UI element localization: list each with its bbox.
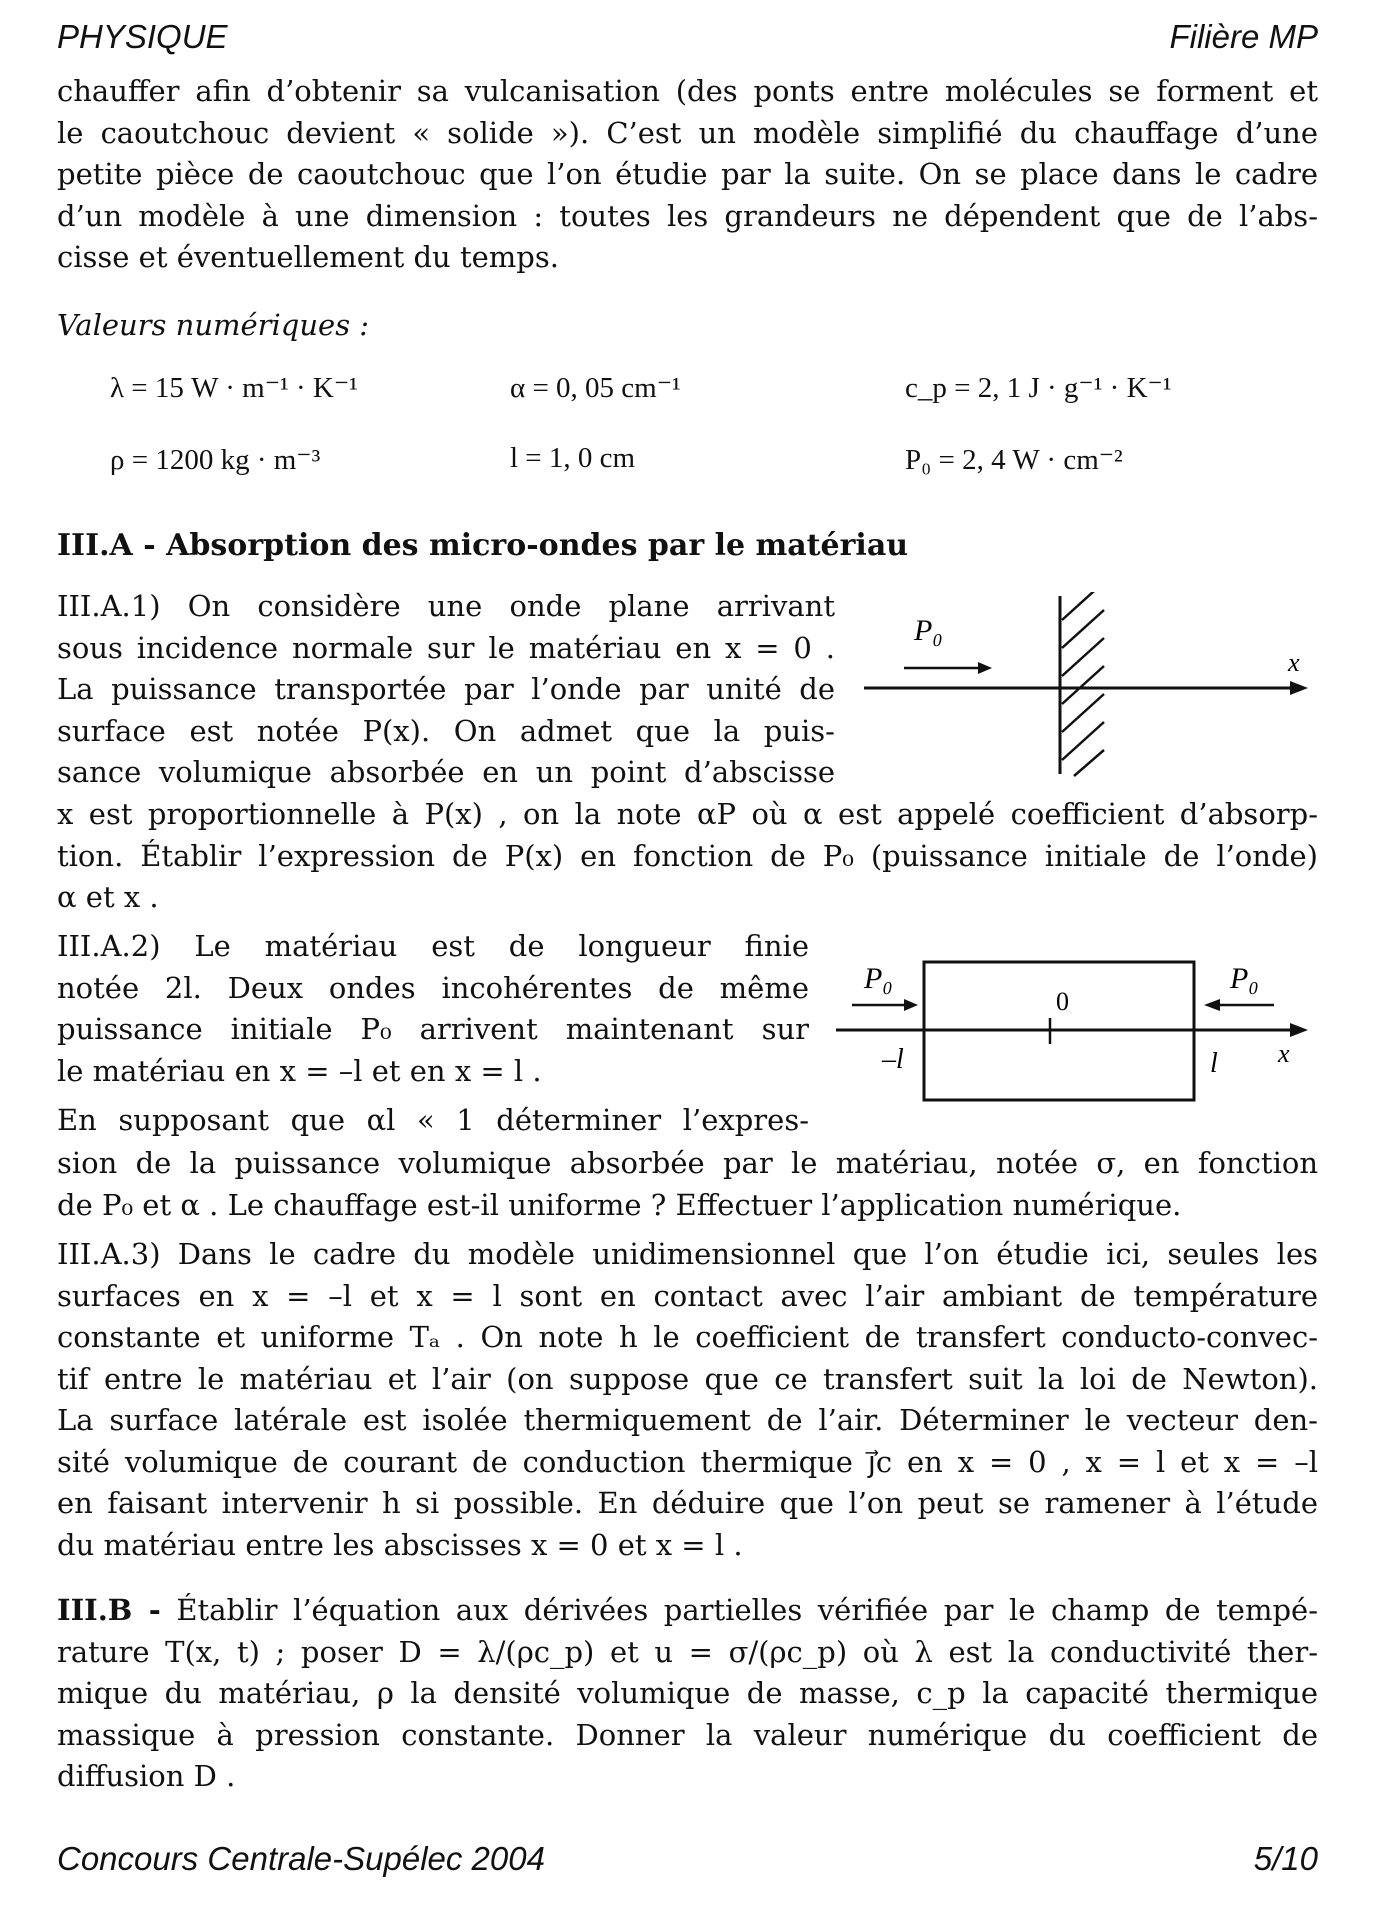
section-b-line: rature T(x, t) ; poser D = λ/(ρc_p) et u = σ/(ρc_p) où λ est la conductivité ther-: [57, 1634, 1318, 1669]
question-a3-line: La surface latérale est isolée thermiquement de l’air. Déterminer le vecteur den-: [57, 1403, 1318, 1437]
intro-line: cisse et éventuellement du temps.: [57, 240, 559, 274]
fig2-label-l: l: [1210, 1048, 1218, 1079]
question-a1-line: α et x .: [57, 880, 159, 914]
footer-contest: Concours Centrale-Supélec 2004: [57, 1840, 545, 1877]
fig2-label-P0-right: P₀: [1230, 962, 1259, 995]
question-a2-line: puissance initiale P₀ arrivent maintenant sur: [57, 1012, 809, 1046]
question-a1-line: x est proportionnelle à P(x) , on la note αP où α est appelé coefficient d’absorp-: [57, 797, 1318, 831]
question-a1-line: surface est notée P(x). On admet que la puis-: [57, 713, 835, 748]
header-track: Filière MP: [1169, 18, 1318, 55]
fig1-label-x: x: [1288, 648, 1300, 677]
question-a3-line: III.A.3) Dans le cadre du modèle unidimensionnel que l’on étudie ici, seules les: [57, 1237, 1318, 1271]
section-b-label: III.B -: [57, 1593, 161, 1627]
fig2-axis-arrowhead: [1290, 1023, 1308, 1037]
fig2-label-zero: 0: [1056, 987, 1069, 1016]
section-b: [57, 1590, 1318, 1798]
section-b-line: Établir l’équation aux dérivées partielles vérifiée par le champ de tempé-: [160, 1593, 1318, 1627]
value-P0: P₀ = 2, 4 W · cm⁻²: [905, 444, 1123, 476]
fig1-axis-arrowhead: [1290, 681, 1308, 695]
intro-line: d’un modèle à une dimension : toutes les grandeurs ne dépendent que de l’abs-: [57, 198, 1318, 233]
fig1-label-P0: P₀: [914, 614, 943, 647]
question-a1-line: tion. Établir l’expression de P(x) en fonction de P₀ (puissance initiale de l’onde): [57, 838, 1318, 873]
intro-line: petite pièce de caoutchouc que l’on étudie par la suite. On se place dans le cadre: [57, 157, 1318, 191]
section-b-line: mique du matériau, ρ la densité volumique de masse, c_p la capacité thermique: [57, 1676, 1318, 1710]
intro-line: le caoutchouc devient « solide »). C’est un modèle simplifié du chauffage d’une: [57, 115, 1318, 150]
question-a1-wrapped: [57, 586, 835, 794]
question-a2-line: En supposant que αl « 1 déterminer l’expres-: [57, 1103, 809, 1137]
question-a1-continued: [57, 794, 1318, 919]
section-b-line: diffusion D .: [57, 1759, 236, 1793]
question-a1-line: III.A.1) On considère une onde plane arrivant: [57, 589, 835, 623]
fig2-left-arrowhead: [904, 999, 918, 1011]
value-alpha: α = 0, 05 cm⁻¹: [510, 372, 681, 404]
values-heading: [57, 305, 1318, 347]
question-a1-line: sous incidence normale sur le matériau en x = 0 .: [57, 630, 835, 665]
fig2-right-arrowhead: [1204, 999, 1220, 1011]
question-a3-line: tif entre le matériau et l’air (on suppose que ce transfert suit la loi de Newton).: [57, 1361, 1318, 1396]
fig2-label-P0-left: P₀: [864, 962, 893, 995]
section-b-line: massique à pression constante. Donner la valeur numérique du coefficient de: [57, 1717, 1318, 1752]
section-a-title: III.A - Absorption des micro-ondes par le matériau: [57, 528, 909, 563]
fig1-incident-arrowhead: [978, 662, 992, 674]
section-b-line-first: [57, 1590, 1318, 1632]
fig2-label-minus-l: –l: [882, 1044, 904, 1075]
question-a2-wrapped: [57, 926, 809, 1142]
question-a1-line: sance volumique absorbée en un point d’abscisse: [57, 755, 835, 789]
footer-page-number: 5/10: [1253, 1840, 1318, 1877]
intro-line: chauffer afin d’obtenir sa vulcanisation (des ponts entre molécules se forment et: [57, 74, 1318, 108]
question-a2-line: notée 2l. Deux ondes incohérentes de même: [57, 970, 809, 1005]
figure-two-waves: [832, 950, 1312, 1110]
question-a1-line: La puissance transportée par l’onde par unité de: [57, 672, 835, 706]
value-rho: ρ = 1200 kg · m⁻³: [110, 444, 321, 476]
question-a2-line: le matériau en x = –l et en x = l .: [57, 1053, 542, 1088]
fig1-hatching: [1062, 592, 1104, 776]
question-a2-line: de P₀ et α . Le chauffage est-il uniforme ? Effectuer l’application numérique.: [57, 1187, 1182, 1222]
question-a3-line: sité volumique de courant de conduction thermique j⃗c en x = 0 , x = l et x = –l: [57, 1444, 1318, 1479]
question-a3-line: surfaces en x = –l et x = l sont en contact avec l’air ambiant de température: [57, 1278, 1318, 1313]
question-a2-line: III.A.2) Le matériau est de longueur finie: [57, 929, 809, 963]
question-a3-line: constante et uniforme Tₐ . On note h le coefficient de transfert conducto-convec-: [57, 1320, 1318, 1354]
header-subject: PHYSIQUE: [57, 18, 228, 55]
question-a3-line: du matériau entre les abscisses x = 0 et x = l .: [57, 1527, 743, 1562]
fig2-label-x: x: [1278, 1039, 1290, 1068]
value-cp: c_p = 2, 1 J · g⁻¹ · K⁻¹: [905, 372, 1172, 404]
values-heading-text: Valeurs numériques :: [57, 308, 370, 342]
question-a3: [57, 1234, 1318, 1566]
question-a2-continued: [57, 1143, 1318, 1226]
value-lambda: λ = 15 W · m⁻¹ · K⁻¹: [110, 372, 358, 404]
intro-paragraph: [57, 71, 1318, 279]
figure-wave-incidence: [860, 592, 1310, 782]
value-length: l = 1, 0 cm: [510, 442, 636, 474]
question-a2-line: sion de la puissance volumique absorbée par le matériau, notée σ, en fonction: [57, 1146, 1318, 1180]
question-a3-line: en faisant intervenir h si possible. En déduire que l’on peut se ramener à l’étude: [57, 1486, 1318, 1520]
